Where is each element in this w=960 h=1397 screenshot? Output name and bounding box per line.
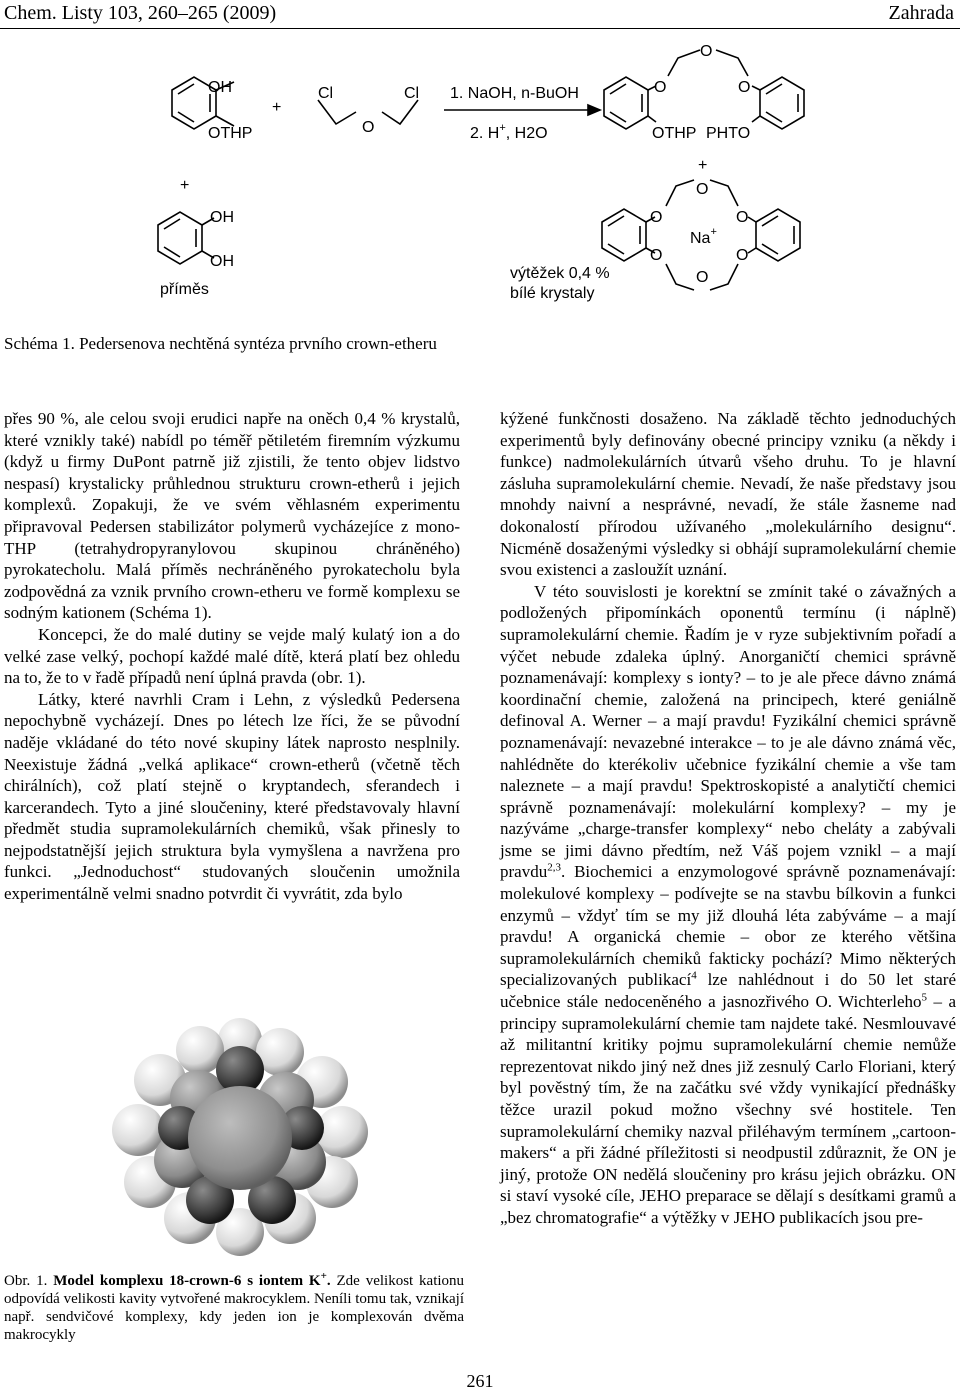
- reference-superscript: 2,3: [547, 861, 561, 874]
- reaction-arrow-head: [588, 105, 600, 115]
- o-label: O: [650, 209, 663, 226]
- oh-label: OH: [210, 253, 234, 270]
- othp-label: OTHP: [208, 125, 253, 142]
- open-chain-product-structure: [604, 50, 804, 129]
- scheme-caption-text: Pedersenova nechtěná syntéza prvního crown-etheru: [79, 334, 437, 353]
- potassium-ion: [188, 1086, 292, 1190]
- o-label: O: [654, 79, 667, 96]
- plus-sign: +: [698, 157, 708, 174]
- o-label: O: [736, 247, 749, 264]
- crown-ether-space-filling-model: [90, 1010, 390, 1260]
- o-label: O: [700, 43, 713, 60]
- scheme-caption-label: Schéma 1.: [4, 334, 75, 353]
- cl-label: Cl: [404, 85, 420, 102]
- o-label: O: [650, 247, 663, 264]
- plus-sign: +: [272, 99, 282, 116]
- reference-superscript: 5: [921, 991, 928, 1004]
- o-label: O: [362, 119, 375, 136]
- catechol-structure: [158, 212, 214, 264]
- phto-label: PHTO: [706, 125, 751, 142]
- journal-citation: Chem. Listy 103, 260–265 (2009): [4, 2, 277, 24]
- paragraph: Látky, které navrhli Cram i Lehn, z výsledků Pedersena nepochybně vycházejí. Dnes po létech lze říci, že se původní naděje vkládané do této nové skupiny látek naprosto nesplnily. Neexistuje žádná „velká aplikace“ crown-etherů (včetně těch chirálních), což platí stejně o kryptandech, sferandech i karcerandech. Tyto a jiné sloučeniny, které představovaly hlavní předmět studia supramolekulárních chemiků, však přinesly to nejpodstatnější jejich struktura byla vymyšlena a navržena pro funkci. „Jednoduchost“ studovaných sloučenin umožnila experimentálně velmi snadno potvrdit či vyvrátit, zda bylo: [4, 689, 460, 904]
- cl-label: Cl: [318, 85, 334, 102]
- oh-label: OH: [210, 209, 234, 226]
- scheme-caption: [4, 334, 437, 354]
- admixture-label: příměs: [160, 281, 209, 298]
- reference-superscript: 4: [691, 969, 697, 982]
- figure-title: Model komplexu 18-crown-6 s iontem K+.: [53, 1270, 331, 1289]
- o-label: O: [736, 209, 749, 226]
- paragraph: V této souvislosti je korektní se zmínit také o závažných a podložených připomínkách oponentů termínu (i náplně) supramolekulární chemie. Řadím je v ryze subjektivním pořadí a výčet nebude zdaleka úplný. Anorganičtí chemici správně poznamenávají: komplexy s ionty? – to je ale přece dávno známá koordinační chemie, založená na principech, které geniálně definoval A. Werner – a mají pravdu! Fyzikální chemici správně poznamenávají: nevazebné interakce – to je ale dávno známá věc, nahlédněte do kterékoliv učebnice fyzikální chemie a vše tam naleznete – a mají pravdu! Spektroskopisté a analytičtí chemici správně poznamenávají: molekulární komplexy? – my je nazýváme „charge-transfer komplexy“ nebo cheláty a zabývali jsme se jimi dávno předtím, než Váš pojem vznikl – a mají pravdu$^{2,3}$. Biochemici a enzymologové správně poznamenávají: molekulové komplexy – podívejte se na stavbu bílkovin a funkci enzymů – vždyť tím se my již dlouhá léta zabýváme – a mají pravdu! A organická chemie – obor ze kterého většina supramolekulárních chemiků fakticky pochází? Mimo některých specializovaných publikací$^4$ lze nahlédnout i do 50 let staré učebnice stále nedoceněného a jasnozřivého O. Wichterleho$^5$ – a principy supramolekulární chemie tam najdete také. Nesmlouvavé až militantní kritiky pojmu supramolekulární chemie nemůže reprezentovat nikdo jiný než dnes již zesnulý Carlo Floriani, který byl pověstný tím, že na začátku své vždy vynikající přednášky těžce urazil pokud možno všechny své hostitele. Ten supramolekulární chemiky nazval přiléhavým termínem „cartoon-makers“ a při žádné příležitosti si neodpustil zdůraznit, že ON je jiný, protože ON nedělá sloučeniny pro krásu jejich obrázku. ON si staví vysoké cíle, JEHO preparace se dělají s desítkami gramů a „bez chromatografie“ a výtěžky v JEHO publikacích jsou pre-: [500, 581, 957, 1227]
- sodium-cation-label: Na+: [690, 226, 717, 247]
- section-name: Zahrada: [888, 2, 954, 24]
- reaction-step-1: 1. NaOH, n-BuOH: [450, 85, 579, 102]
- o-label: O: [696, 181, 709, 198]
- othp-label: OTHP: [652, 125, 697, 142]
- o-label: O: [696, 269, 709, 286]
- reaction-scheme: [0, 40, 960, 325]
- figure-label: Obr. 1.: [4, 1273, 48, 1289]
- oh-label: OH: [208, 79, 232, 96]
- yield-label: výtěžek 0,4 %: [510, 265, 610, 282]
- right-text-column: [500, 408, 956, 1229]
- paragraph: přes 90 %, ale celou svoji erudici napře na oněch 0,4 % krystalů, které vznikly také) nabídl po téměř pětiletém firemním výzkumu (když u firmy DuPont patrně již zjistili, že tento objev lidstvo nespasí) krystalicky průhlednou strukturu crown-etherů i jejich komplexů. Zopakuji, že ve svém věhlasném experimentu připravoval Pedersen stabilizátor polymerů vycházejíce z mono-THP (tetrahydropyranylovou skupinou chráněného) pyrokatecholu. Malá příměs nechráněného pyrokatecholu byla zodpovědná za vznik prvního crown-etheru ve formě komplexu se sodným kationem (Schéma 1).: [4, 409, 460, 623]
- paragraph: kýžené funkčnosti dosaženo. Na základě těchto jednoduchých experimentů byly definovány obecné principy vzniku (a někdy i funkce) nadmolekulárních útvarů všeho druhu. To je hlavní zásluha supramolekulární chemie. Nevadí, že naše představy jsou mnohdy naivní a nesprávné, nevadí, že stále žasneme nad dokonalostí přírodou užívaného „molekulárního designu“. Nicméně dosaženými výsledky si obhájí supramolekulární chemie svou existenci a zasloužít uznání.: [500, 409, 956, 580]
- reaction-step-2: 2. H+, H2O: [470, 122, 548, 142]
- plus-sign: +: [180, 177, 190, 194]
- figure-caption: [4, 1272, 464, 1344]
- o-label: O: [738, 79, 751, 96]
- page-number: 261: [466, 1371, 494, 1391]
- header-rule: [0, 28, 960, 29]
- figure-description: Zde velikost kationu odpovídá velikosti kavity vytvořené makrocyklem. Neníli tomu tak, vznikají např. sendvičové komplexy, kdy jeden ion je komplexován dvěma makrocykly: [4, 1273, 465, 1343]
- left-text-column: [4, 408, 460, 905]
- paragraph: Koncepci, že do malé dutiny se vejde malý kulatý ion a do velké zase velký, pochopí každé malé dítě, která platí bez ohledu na to, že to v řadě případů není úplná pravda (obr. 1).: [4, 624, 460, 688]
- crystals-label: bílé krystaly: [510, 285, 595, 302]
- running-header: [0, 2, 960, 28]
- atoms: [112, 1018, 368, 1256]
